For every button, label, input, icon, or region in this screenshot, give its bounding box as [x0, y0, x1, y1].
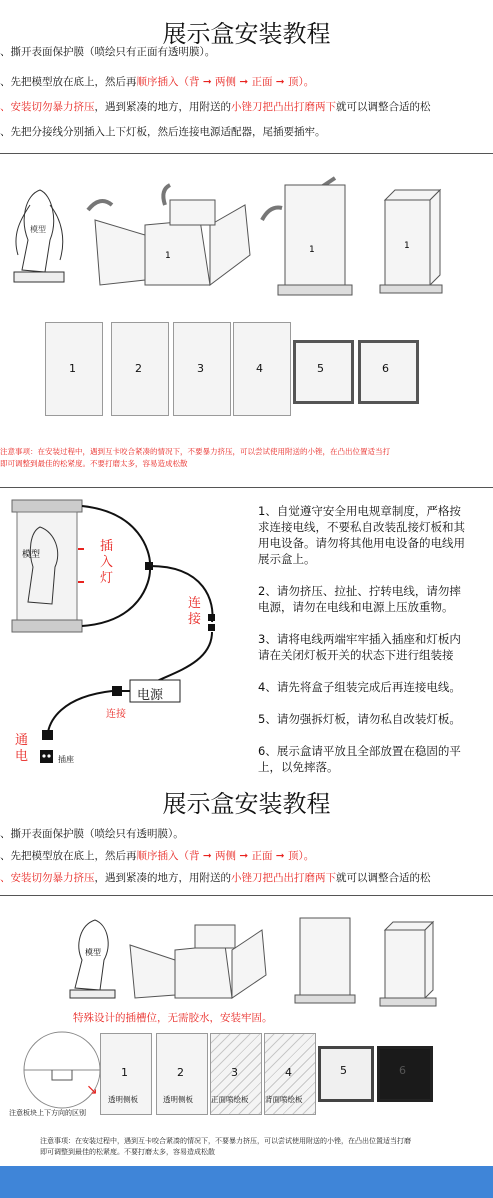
divider [0, 487, 493, 488]
panel-label: 透明侧板 [108, 1095, 138, 1104]
safety-guidelines: 1、自觉遵守安全用电规章制度，严格按 求连接电线，不要私自改装乱接灯板和其 用电设备。请勿将其他用电设备的电线用 展示盒上。 2、请勿挤压、拉扯、拧转电线，请勿摔 电源，请勿在电线和电源上压放重物。 3、请将电线两端牢牢插入插座和灯板内 请在关闭灯板开关的状态下进行组装接 4、请先将盒子组装完成后再连接电线。 5、请勿强拆灯板，请勿私自改装灯板。 6、展示盒请平放且全部放置在稳固的平 上，以免摔落。 [258, 504, 465, 774]
panel-number: 2 [135, 362, 142, 375]
step-2b: 、先把模型放在底上，然后再顺序插入（背 ➞ 两侧 ➞ 正面 ➞ 顶）。 [0, 850, 315, 862]
panel-number: 2 [177, 1066, 184, 1079]
top-light-board [12, 500, 82, 512]
model-label: 模型 [22, 550, 41, 560]
bottom-light-board [12, 620, 82, 632]
unfolded-box-2 [130, 925, 266, 998]
connect-label: 连 接 [188, 596, 202, 627]
panel-number: 6 [382, 362, 389, 375]
plug [42, 730, 53, 740]
pointer-arrow-icon: ↘ [86, 1082, 98, 1098]
panel-number: 1 [69, 362, 76, 375]
cable [82, 570, 150, 626]
cable [82, 506, 150, 564]
page-title-2: 展示盒安装教程 [162, 790, 331, 818]
unfolded-box [95, 200, 250, 285]
model-figure [14, 190, 64, 282]
box-number: 1 [165, 251, 171, 261]
cable [48, 691, 112, 732]
cable [150, 566, 212, 622]
panel-label: 正面喷绘板 [211, 1095, 249, 1104]
panel-number: 3 [231, 1066, 238, 1079]
box-open-2 [295, 918, 355, 1003]
box-number: 1 [404, 241, 410, 251]
panel-label: 背面喷绘板 [265, 1095, 303, 1104]
panel-number: 4 [256, 362, 263, 375]
step-1b: 、撕开表面保护膜（喷绘只有透明膜）。 [0, 828, 184, 840]
panel-number: 5 [340, 1064, 347, 1077]
box-closed [380, 190, 442, 293]
socket-label: 插座 [58, 755, 74, 764]
power-label: 电源 [137, 688, 164, 703]
step-3b: 、安装切勿暴力挤压，遇到紧凑的地方，用附送的小锉刀把凸出打磨两下就可以调整合适的松 [0, 872, 431, 884]
box-open [278, 185, 352, 295]
step-4: 、先把分接线分别插入上下灯板，然后连接电源适配器，尾插要插牢。 [0, 126, 326, 138]
insert-light-label: 插 入 灯 [100, 539, 114, 586]
cable [155, 632, 212, 682]
arrow-icon [262, 208, 282, 221]
caution-note-2: 注意事项：在安装过程中，遇到互卡咬合紧凑的情况下，不要暴力挤压，可以尝试使用附送的小锉，在凸出位置适当打磨 即可调整到最佳的松紧度。不要打磨太多，容易造成松散 [40, 1137, 411, 1156]
zoom-note: 注意板块上下方向的区别 [9, 1109, 86, 1117]
socket-icon [40, 750, 53, 763]
model-label: 模型 [85, 948, 101, 957]
footer-bar [0, 1166, 493, 1198]
zoom-detail [20, 1028, 105, 1113]
panel-label: 透明侧板 [163, 1095, 193, 1104]
panel-number: 3 [197, 362, 204, 375]
connect-label-2: 连接 [106, 709, 126, 720]
page-title: 展示盒安装教程 [162, 20, 331, 48]
model-figure [70, 920, 115, 998]
connector [208, 624, 215, 631]
arrow-icon [88, 201, 112, 210]
power-on-label: 通 电 [15, 733, 29, 764]
box-number: 1 [309, 245, 315, 255]
model-label: 模型 [30, 225, 46, 234]
box-closed-2 [380, 922, 436, 1006]
caution-note: 注意事项：在安装过程中，遇到互卡咬合紧凑的情况下，不要暴力挤压，可以尝试使用附送的小锉，在凸出位置适当打 即可调整到最佳的松紧度。不要打磨太多，容易造成松散 [0, 447, 390, 468]
wiring-diagram [0, 492, 240, 782]
panel-number: 6 [399, 1064, 406, 1077]
step-3: 、安装切勿暴力挤压，遇到紧凑的地方，用附送的小锉刀把凸出打磨两下就可以调整合适的松 [0, 101, 431, 113]
panel-number: 5 [317, 362, 324, 375]
special-design-text: 特殊设计的插槽位，无需胶水，安装牢固。 [73, 1012, 273, 1024]
assembly-illustration-2 [0, 900, 493, 1010]
step-2: 、先把模型放在底上，然后再顺序插入（背 ➞ 两侧 ➞ 正面 ➞ 顶）。 [0, 76, 315, 88]
step-1: 、撕开表面保护膜（喷绘只有正面有透明膜）。 [0, 46, 216, 58]
assembly-illustration [0, 160, 493, 310]
divider [0, 895, 493, 896]
panel-number: 4 [285, 1066, 292, 1079]
divider [0, 153, 493, 154]
connector [208, 614, 215, 621]
panel-number: 1 [121, 1066, 128, 1079]
arrow-icon [163, 185, 170, 205]
connector [112, 686, 122, 696]
